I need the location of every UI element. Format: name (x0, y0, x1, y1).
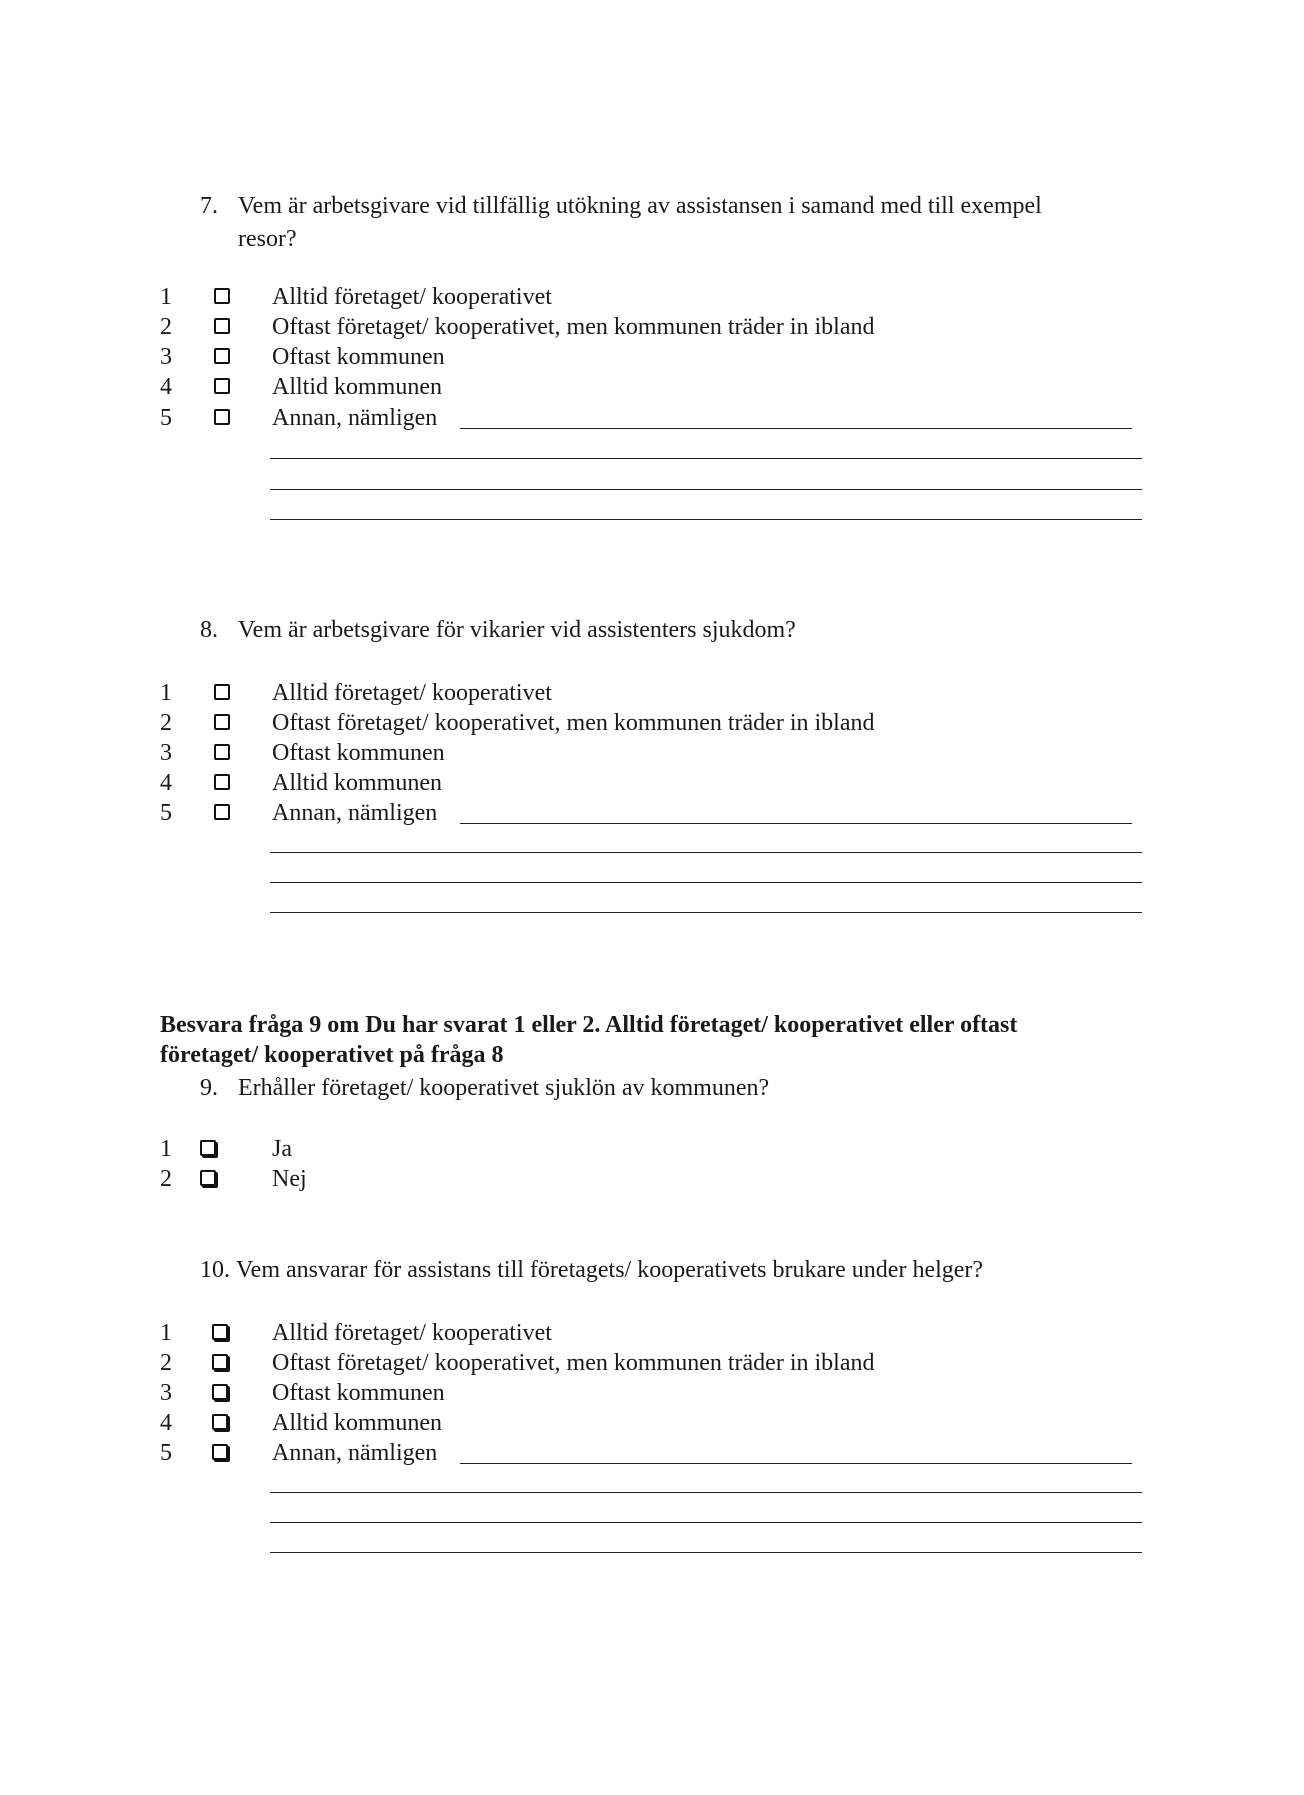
checkbox-icon[interactable] (200, 1140, 216, 1156)
option-label: Alltid kommunen (272, 1410, 442, 1436)
instruction-heading (160, 1010, 1160, 1070)
option-label: Alltid kommunen (272, 770, 442, 796)
checkbox-icon[interactable] (214, 348, 230, 364)
question-7-text-line2: resor? (238, 226, 297, 252)
checkbox-icon[interactable] (214, 804, 230, 820)
option-label: Oftast företaget/ kooperativet, men kommunen träder in ibland (272, 314, 875, 340)
option-code: 3 (160, 1380, 172, 1406)
option-label: Oftast kommunen (272, 1380, 445, 1406)
option-label: Alltid företaget/ kooperativet (272, 680, 552, 706)
option-code: 2 (160, 710, 172, 736)
question-8-text: Vem är arbetsgivare för vikarier vid assistenters sjukdom? (238, 617, 796, 643)
option-label: Nej (272, 1166, 307, 1192)
option-label: Ja (272, 1136, 292, 1162)
checkbox-icon[interactable] (212, 1324, 228, 1340)
q10-answer-line[interactable] (270, 1552, 1142, 1553)
question-8-title (200, 614, 1160, 647)
q8-answer-line[interactable] (270, 882, 1142, 883)
question-7-number: 7. (200, 193, 218, 219)
option-label: Oftast företaget/ kooperativet, men kommunen träder in ibland (272, 710, 875, 736)
q10-answer-line[interactable] (270, 1492, 1142, 1493)
question-10-title (200, 1254, 1160, 1287)
question-9-text: Erhåller företaget/ kooperativet sjuklön av kommunen? (238, 1075, 770, 1101)
checkbox-icon[interactable] (214, 409, 230, 425)
question-9-number: 9. (200, 1075, 218, 1101)
option-label: Annan, nämligen (272, 405, 438, 431)
option-code: 1 (160, 1320, 172, 1346)
option-code: 5 (160, 405, 172, 431)
question-9-title (200, 1072, 1160, 1105)
option-code: 3 (160, 740, 172, 766)
question-10-text: Vem ansvarar för assistans till företagets/ kooperativets brukare under helger? (236, 1257, 984, 1283)
checkbox-icon[interactable] (214, 714, 230, 730)
option-label: Oftast kommunen (272, 740, 445, 766)
option-label: Annan, nämligen (272, 1440, 438, 1466)
option-code: 1 (160, 1136, 172, 1162)
question-7-title (200, 190, 1160, 256)
q7-answer-line[interactable] (460, 428, 1132, 429)
option-label: Alltid kommunen (272, 374, 442, 400)
q8-answer-line[interactable] (270, 852, 1142, 853)
option-label: Oftast kommunen (272, 344, 445, 370)
q10-answer-line[interactable] (270, 1522, 1142, 1523)
checkbox-icon[interactable] (212, 1384, 228, 1400)
checkbox-icon[interactable] (214, 684, 230, 700)
checkbox-icon[interactable] (200, 1170, 216, 1186)
option-label: Alltid företaget/ kooperativet (272, 1320, 552, 1346)
question-8-number: 8. (200, 617, 218, 643)
option-code: 2 (160, 1350, 172, 1376)
option-code: 5 (160, 1440, 172, 1466)
q7-answer-line[interactable] (270, 489, 1142, 490)
option-code: 2 (160, 1166, 172, 1192)
q8-answer-line[interactable] (460, 823, 1132, 824)
checkbox-icon[interactable] (212, 1354, 228, 1370)
checkbox-icon[interactable] (214, 744, 230, 760)
question-10-number: 10. (200, 1257, 230, 1283)
checkbox-icon[interactable] (212, 1414, 228, 1430)
option-code: 2 (160, 314, 172, 340)
option-code: 4 (160, 374, 172, 400)
checkbox-icon[interactable] (212, 1444, 228, 1460)
instruction-line2: företaget/ kooperativet på fråga 8 (160, 1042, 504, 1068)
q7-answer-line[interactable] (270, 458, 1142, 459)
option-code: 1 (160, 284, 172, 310)
q7-answer-line[interactable] (270, 519, 1142, 520)
question-7-text-line1: Vem är arbetsgivare vid tillfällig utökning av assistansen i samand med till exempel (238, 193, 1042, 219)
option-code: 3 (160, 344, 172, 370)
checkbox-icon[interactable] (214, 318, 230, 334)
q8-answer-line[interactable] (270, 912, 1142, 913)
checkbox-icon[interactable] (214, 288, 230, 304)
option-code: 1 (160, 680, 172, 706)
option-code: 4 (160, 1410, 172, 1436)
instruction-line1: Besvara fråga 9 om Du har svarat 1 eller 2. Alltid företaget/ kooperativet eller oftast (160, 1012, 1018, 1038)
checkbox-icon[interactable] (214, 378, 230, 394)
option-label: Annan, nämligen (272, 800, 438, 826)
option-code: 5 (160, 800, 172, 826)
option-code: 4 (160, 770, 172, 796)
q10-answer-line[interactable] (460, 1463, 1132, 1464)
option-label: Oftast företaget/ kooperativet, men kommunen träder in ibland (272, 1350, 875, 1376)
option-label: Alltid företaget/ kooperativet (272, 284, 552, 310)
checkbox-icon[interactable] (214, 774, 230, 790)
